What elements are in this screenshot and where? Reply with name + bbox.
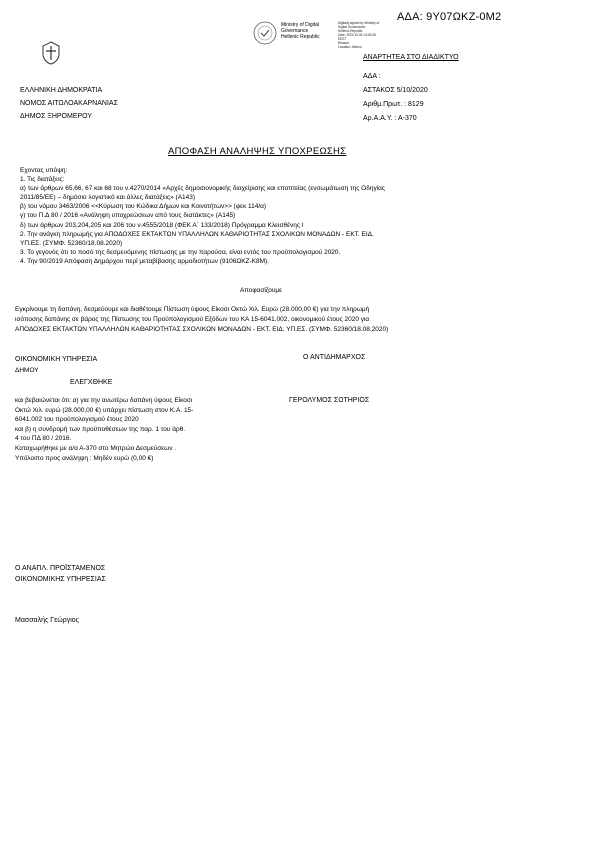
issuer-line: ΔΗΜΟΣ ΞΗΡΟΜΕΡΟΥ	[20, 113, 93, 120]
signature-org-line: Ministry of Digital	[281, 22, 320, 28]
decision-line: Εγκρίνουμε τη δαπάνη, δεσμεύουμε και διαθέτουμε Πίστωση ύψους Είκοσι Οκτώ Χιλ. Ευρώ (28.000,00 €) για την πληρωμή	[15, 306, 370, 313]
certification-line: Οκτώ Χιλ. ευρώ (28.000,00 €) υπάρχει πίστωση στον Κ.Α. 15-	[15, 406, 194, 414]
head-signature-title	[15, 563, 106, 585]
decision-heading: Αποφασίζουμε	[240, 287, 283, 294]
certification-line: Υπόλοιπο προς ανάληψη : Μηδέν ευρώ (0,00 €)	[15, 454, 154, 462]
certification-line: 4 του ΠΔ 80 / 2016.	[15, 435, 72, 443]
considerations	[20, 166, 385, 266]
signature-meta-line: Digitally signed by Ministry of	[338, 21, 380, 25]
financial-certification	[15, 396, 193, 463]
provisions-heading: 1. Τις διατάξεις:	[20, 176, 65, 184]
signature-org-line: Governance	[281, 28, 309, 34]
consideration-line: 3. Το γεγονός ότι το ποσό της δεσμευόμενης πίστωσης με την παρούσα, είναι εντός του προϋπολογισμού 2020.	[20, 248, 341, 256]
financial-department	[15, 354, 97, 376]
signature-meta-line: Date: 2020.10.05 13:33:08	[338, 33, 376, 37]
signature-meta-line: EEST	[338, 37, 347, 41]
financial-dept-line: ΔΗΜΟΥ	[15, 367, 39, 374]
issuer-block	[20, 84, 118, 123]
head-signature-name: Μασσαλής Γεώργιος	[15, 617, 80, 624]
ada-top-code: ΑΔΑ: 9Υ07ΩΚΖ-0Μ2	[397, 11, 502, 23]
place-date: ΑΣΤΑΚΟΣ 5/10/2020	[363, 87, 428, 94]
internet-post-label: ΑΝΑΡΤΗΤΕΑ ΣΤΟ ΔΙΑΔΙΚΤΥΟ	[363, 54, 459, 61]
financial-dept-line: ΟΙΚΟΝΟΜΙΚΗ ΥΠΗΡΕΣΙΑ	[15, 356, 98, 363]
issuer-line: ΝΟΜΟΣ ΑΙΤΩΛΟΑΚΑΡΝΑΝΙΑΣ	[20, 100, 118, 107]
certification-line: και βεβαιώνεται ότι: α) για την ανωτέρω δαπάνη ύψους Είκοσι	[15, 397, 193, 404]
signature-org-line: Hellenic Republic	[281, 34, 320, 40]
signature-meta-line: Location: Athens	[338, 45, 362, 49]
coat-of-arms-icon	[40, 40, 62, 71]
signature-meta-line: Hellenic Republic	[338, 29, 363, 33]
signature-meta	[338, 21, 379, 49]
certification-line: Καταχωρήθηκε με α/α Α-370 στο Μητρώο Δεσμεύσεων .	[15, 444, 177, 452]
ada-field: ΑΔΑ :	[363, 73, 381, 80]
consideration-line: γ) του Π.Δ 80 / 2016 «Ανάληψη υποχρεώσεων από τους διατάκτες» (Α145)	[20, 212, 236, 220]
decision-line: ΑΠΟΔΟΧΕΣ ΕΚΤΑΚΤΩΝ ΥΠΑΛΛΗΛΩΝ ΚΑΘΑΡΙΟΤΗΤΑΣ ΣΧΟΛΙΚΩΝ ΜΟΝΑΔΩΝ - ΕΚΤ. ΕΙΔ. ΥΠ.ΕΣ. (ΣΥΜΦ. 52360/18.08.2020)	[15, 326, 389, 333]
protocol-number: Αριθμ.Πρωτ. : 8129	[363, 101, 424, 108]
certification-line: 6041.002 του προϋπολογισμού έτους 2020	[15, 416, 139, 424]
deputy-mayor-title: Ο ΑΝΤΙΔΗΜΑΡΧΟΣ	[303, 354, 366, 361]
checked-label: ΕΛΕΓΧΘΗΚΕ	[70, 379, 113, 386]
reference-block	[363, 70, 428, 126]
consideration-line: 2011/85/ΕΕ) – δημόσιο λογιστικό και άλλες διατάξεις» (Α143)	[20, 194, 196, 202]
considerations-intro: Εχοντας υπόψη:	[20, 167, 68, 174]
deputy-mayor-name: ΓΕΡΟΛΥΜΟΣ ΣΩΤΗΡΙΟΣ	[289, 397, 370, 404]
decision-line: ισόποσης δαπάνης σε βάρος της Πίστωσης του Προϋπολογισμού Εξόδων του ΚΑ 15-6041.002, οικονομικού έτους 2020 για	[15, 316, 370, 323]
consideration-line: β) του νόμου 3463/2006 <<Κύρωση του Κώδικα Δήμων και Κοινοτήτων>> (φεκ 114/α)	[20, 203, 267, 211]
document-title: ΑΠΟΦΑΣΗ ΑΝΑΛΗΨΗΣ ΥΠΟΧΡΕΩΣΗΣ	[168, 146, 347, 157]
consideration-line: 4. Την 90/2019 Απόφαση Δημάρχου περί μεταβίβασης αρμοδιοτήτων (9106ΩΚΖ-Κ8Μ).	[20, 257, 269, 265]
aay-number: Αρ.Α.Α.Υ. : Α-370	[363, 115, 417, 122]
decision-body	[15, 305, 388, 335]
consideration-line: ΥΠ.ΕΣ. (ΣΥΜΦ. 52360/18.08.2020)	[20, 239, 123, 247]
issuer-line: ΕΛΛΗΝΙΚΗ ΔΗΜΟΚΡΑΤΙΑ	[20, 87, 103, 94]
signature-org	[281, 22, 320, 40]
consideration-line: δ) των άρθρων 203,204,205 και 206 του ν.4555/2018 (ΦΕΚ Α΄ 133/2018) Πρόγραμμα Κλεισθένης Ι	[20, 221, 304, 229]
signature-seal-icon	[252, 20, 278, 51]
head-title-line: ΟΙΚΟΝΟΜΙΚΗΣ ΥΠΗΡΕΣΙΑΣ	[15, 576, 106, 583]
certification-line: και β) η συνδρομή των προϋποθέσεων της παρ. 1 του άρθ.	[15, 425, 186, 433]
consideration-line: 2. Την ανάγκη πληρωμής για ΑΠΟΔΟΧΕΣ ΕΚΤΑΚΤΩΝ ΥΠΑΛΛΗΛΩΝ ΚΑΘΑΡΙΟΤΗΤΑΣ ΣΧΟΛΙΚΩΝ ΜΟΝΑΔΩΝ - ΕΚΤ. ΕΙΔ.	[20, 230, 374, 238]
consideration-line: α) των άρθρων 65,66, 67 και 68 του ν.4270/2014 «Αρχές δημοσιονομικής διαχείρισης και εποπτείας (ενσωμάτωση της Οδηγίας	[20, 185, 386, 193]
signature-meta-line: Reason:	[338, 41, 350, 45]
head-title-line: Ο ΑΝΑΠΛ. ΠΡΟΪΣΤΑΜΕΝΟΣ	[15, 565, 106, 572]
signature-meta-line: Digital Governance,	[338, 25, 366, 29]
